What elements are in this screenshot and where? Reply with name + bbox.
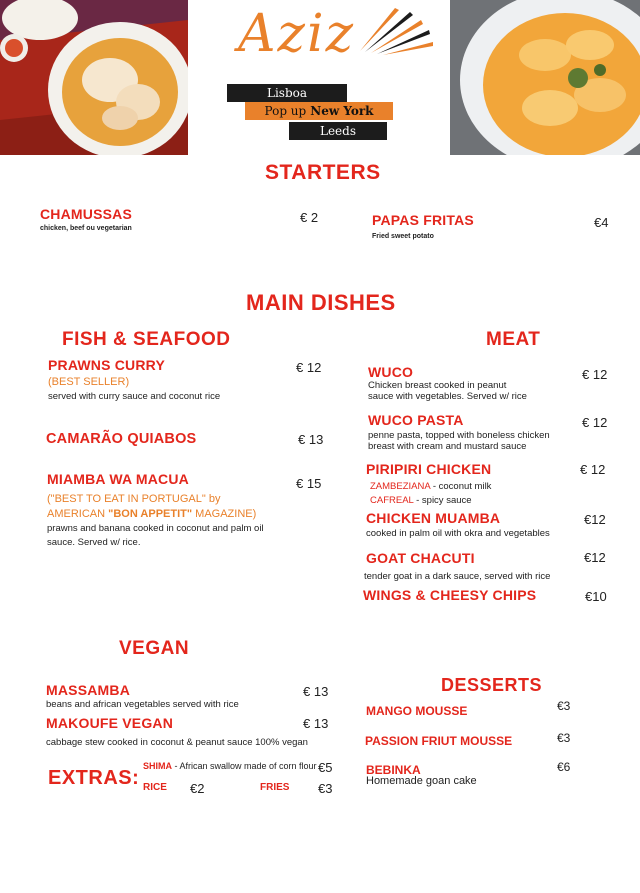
starters-heading: STARTERS xyxy=(265,161,381,184)
menu-item-desc: penne pasta, topped with boneless chicken xyxy=(368,430,550,441)
main-dishes-heading: MAIN DISHES xyxy=(246,290,396,315)
brand-logo xyxy=(205,0,440,150)
brand-name: Aziz xyxy=(238,4,355,64)
dish-photo-chicken xyxy=(0,0,188,155)
menu-item-price: € 12 xyxy=(582,415,608,430)
menu-item-price: €12 xyxy=(584,512,606,527)
menu-item-price: € 13 xyxy=(298,432,324,447)
menu-item-price: € 15 xyxy=(296,476,322,491)
piripiri-option-cafreal: CAFREAL - spicy sauce xyxy=(370,495,472,506)
menu-item-desc: sauce with vegetables. Served w/ rice xyxy=(368,391,527,402)
menu-item-massamba: MASSAMBA xyxy=(46,682,131,698)
menu-item-price: €6 xyxy=(557,760,571,774)
menu-item-wuco-pasta: WUCO PASTA xyxy=(368,412,464,428)
menu-item-price: €3 xyxy=(557,731,571,745)
menu-item-wings-cheesy-chips: WINGS & CHEESY CHIPS xyxy=(363,587,537,603)
dish-photo-chicken-image xyxy=(0,0,188,155)
menu-item-makoufe-vegan: MAKOUFE VEGAN xyxy=(46,715,174,731)
piripiri-option-zambeziana: ZAMBEZIANA - coconut milk xyxy=(370,481,492,492)
desserts-heading: DESSERTS xyxy=(441,675,543,695)
menu-item-price: €3 xyxy=(557,699,571,713)
extras-heading: EXTRAS: xyxy=(48,767,140,789)
best-seller-badge: (BEST SELLER) xyxy=(48,376,130,388)
menu-item-bebinka: BEBINKA xyxy=(366,763,421,777)
fish-seafood-heading: FISH & SEAFOOD xyxy=(62,329,231,350)
menu-item-desc: Fried sweet potato xyxy=(372,233,434,240)
banner-popup: Pop up New York xyxy=(245,102,393,120)
menu-item-desc: served with curry sauce and coconut rice xyxy=(48,391,221,402)
menu-item-desc: cooked in palm oil with okra and vegetables xyxy=(366,528,550,539)
menu-item-price: €12 xyxy=(584,550,606,565)
menu-item-price: € 12 xyxy=(296,360,322,375)
menu-item-price: € 12 xyxy=(582,367,608,382)
banner-leeds: Leeds xyxy=(289,122,387,140)
extra-rice-price: €2 xyxy=(190,781,205,796)
menu-item-goat-chacuti: GOAT CHACUTI xyxy=(366,550,475,566)
menu-item-piripiri-chicken: PIRIPIRI CHICKEN xyxy=(366,461,492,477)
menu-item-papas-fritas: PAPAS FRITAS xyxy=(372,212,474,228)
menu-item-desc: chicken, beef ou vegetarian xyxy=(40,225,132,232)
menu-item-passion-fruit-mousse: PASSION FRIUT MOUSSE xyxy=(365,734,513,748)
menu-item-chicken-muamba: CHICKEN MUAMBA xyxy=(366,510,501,526)
menu-item-miamba-wa-macua: MIAMBA WA MACUA xyxy=(47,471,189,487)
banner-lisboa: Lisboa xyxy=(227,84,347,102)
menu-item-chamussas: CHAMUSSAS xyxy=(40,206,133,222)
menu-item-desc: cabbage stew cooked in coconut & peanut sauce 100% vegan xyxy=(46,737,308,748)
menu-item-price: €4 xyxy=(594,215,609,230)
extra-fries: FRIES xyxy=(260,782,290,793)
menu-item-desc: breast with cream and mustard sauce xyxy=(368,441,527,452)
dish-photo-prawns-image xyxy=(450,0,640,155)
menu-item-desc: Chicken breast cooked in peanut xyxy=(368,380,507,391)
fan-icon xyxy=(355,6,435,56)
menu-item-camarao-quiabos: CAMARÃO QUIABOS xyxy=(46,431,197,447)
menu-item-price: €10 xyxy=(585,589,607,604)
menu-item-desc: beans and african vegetables served with rice xyxy=(46,699,239,710)
menu-item-desc: Homemade goan cake xyxy=(366,775,477,787)
menu-item-price: € 12 xyxy=(580,462,606,477)
award-note-magazine: AMERICAN "BON APPETIT" MAGAZINE) xyxy=(47,508,257,520)
menu-item-price: € 2 xyxy=(300,210,319,225)
extra-shima-price: €5 xyxy=(318,760,333,775)
extra-fries-price: €3 xyxy=(318,781,333,796)
menu-item-desc: prawns and banana cooked in coconut and palm oil xyxy=(47,523,264,534)
dish-photo-prawns xyxy=(450,0,640,155)
menu-item-price: € 13 xyxy=(303,684,329,699)
menu-item-desc: tender goat in a dark sauce, served with rice xyxy=(364,571,551,582)
extra-shima: SHIMA - African swallow made of corn flour xyxy=(143,761,317,771)
menu-item-prawns-curry: PRAWNS CURRY xyxy=(48,357,165,373)
menu-item-desc: sauce. Served w/ rice. xyxy=(47,537,141,548)
extra-rice: RICE xyxy=(143,782,167,793)
menu-item-wuco: WUCO xyxy=(368,364,414,380)
menu-item-price: € 13 xyxy=(303,716,329,731)
menu-item-mango-mousse: MANGO MOUSSE xyxy=(366,704,468,718)
meat-heading: MEAT xyxy=(486,329,541,350)
vegan-heading: VEGAN xyxy=(119,638,190,659)
award-note: ("BEST TO EAT IN PORTUGAL" by xyxy=(47,493,221,505)
